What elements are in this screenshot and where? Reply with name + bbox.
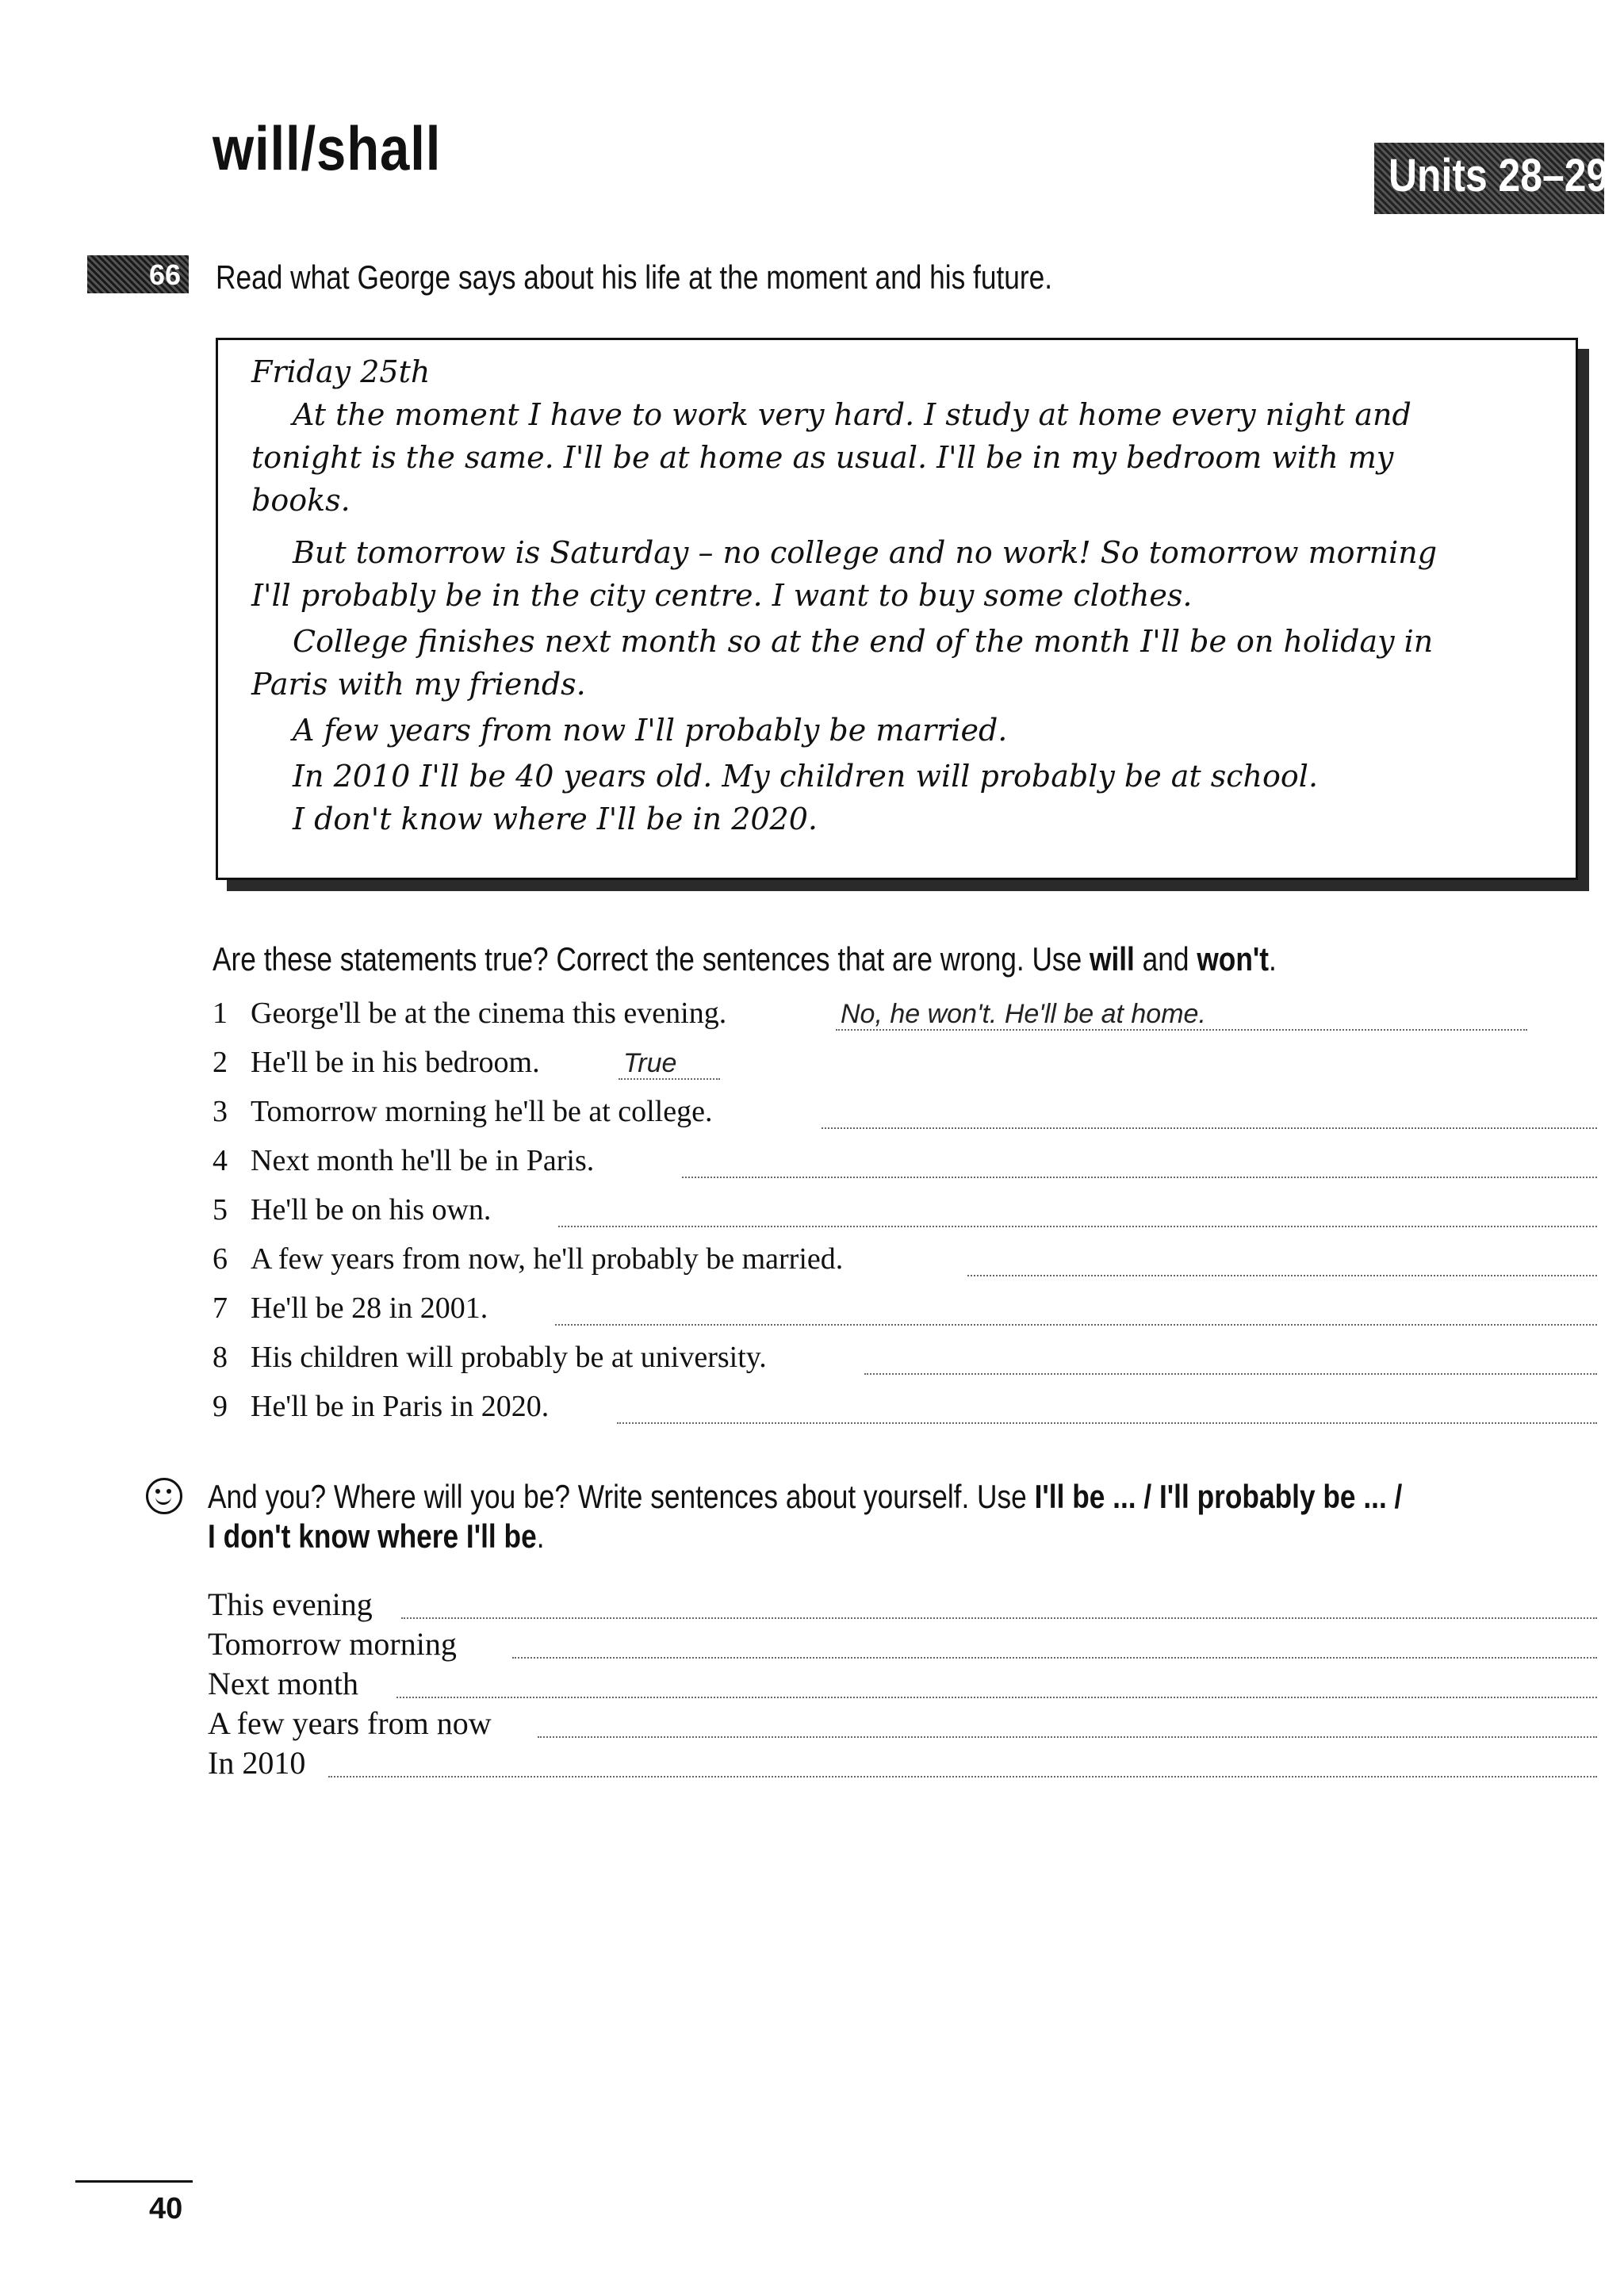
prompt-label: A few years from now: [208, 1705, 492, 1741]
statement-row: [213, 1340, 1597, 1378]
diary-line: A few years from now I'll probably be married.: [293, 713, 1008, 748]
statements-instruction: [213, 940, 1277, 978]
write-line[interactable]: [538, 1736, 1597, 1738]
write-line[interactable]: [401, 1617, 1597, 1619]
page-number: 40: [149, 2192, 183, 2225]
statement-number: 9: [213, 1390, 228, 1423]
statement-text: Tomorrow morning he'll be at college.: [251, 1095, 713, 1128]
statement-number: 1: [213, 997, 228, 1030]
statement-number: 2: [213, 1046, 228, 1079]
write-prompt-row: [208, 1665, 1597, 1705]
diary-line: tonight is the same. I'll be at home as usual. I'll be in my bedroom with my: [251, 440, 1394, 475]
statement-row: [213, 1242, 1597, 1280]
statement-number: 4: [213, 1144, 228, 1177]
answer-line[interactable]: [822, 1127, 1597, 1129]
keyword-wont: won't: [1197, 940, 1270, 978]
prompt-label: Tomorrow morning: [208, 1626, 457, 1662]
prompt-label: Next month: [208, 1666, 358, 1701]
answer-line[interactable]: [555, 1324, 1597, 1326]
keyword-phrase: I don't know where I'll be: [208, 1517, 537, 1555]
and-you-instruction-line1: [208, 1478, 1402, 1516]
answer-line[interactable]: [617, 1422, 1597, 1424]
and-you-instruction-line2: [208, 1517, 545, 1556]
statement-text: George'll be at the cinema this evening.: [251, 997, 727, 1030]
statement-number: 7: [213, 1292, 228, 1325]
units-badge-label: Units 28–29: [1388, 150, 1609, 201]
statement-text: He'll be in his bedroom.: [251, 1046, 540, 1079]
prompt-label: This evening: [208, 1586, 373, 1622]
instruction-text: .: [536, 1517, 545, 1555]
statement-row: [213, 1291, 1597, 1329]
statement-text: He'll be 28 in 2001.: [251, 1292, 488, 1325]
units-badge: [1374, 143, 1609, 214]
diary-box: [216, 338, 1578, 880]
diary-line: books.: [251, 483, 350, 518]
statement-text: His children will probably be at university.: [251, 1341, 767, 1374]
exercise-number: 66: [148, 258, 181, 291]
statement-row: [213, 1045, 1597, 1083]
diary-line: College finishes next month so at the end of the month I'll be on holiday in: [293, 624, 1434, 659]
write-prompt-row: [208, 1586, 1597, 1625]
exercise-number-badge: [87, 255, 189, 293]
instruction-text: And you? Where will you be? Write sentences about yourself. Use: [208, 1478, 1035, 1515]
statement-row: [213, 996, 1597, 1034]
prompt-label: In 2010: [208, 1745, 306, 1781]
exercise-instruction: Read what George says about his life at the moment and his future.: [216, 258, 1053, 296]
footer-rule: [75, 2180, 193, 2183]
answer-line[interactable]: [864, 1373, 1597, 1375]
write-prompt-row: [208, 1744, 1597, 1784]
answer-line[interactable]: [682, 1177, 1597, 1178]
statement-row: [213, 1389, 1597, 1427]
statement-text: Next month he'll be in Paris.: [251, 1144, 595, 1177]
statement-row: [213, 1192, 1597, 1230]
smiley-icon: [146, 1478, 182, 1514]
statement-number: 3: [213, 1095, 228, 1128]
statement-number: 5: [213, 1193, 228, 1226]
instruction-text: .: [1269, 940, 1277, 978]
diary-line: In 2010 I'll be 40 years old. My children will probably be at school.: [293, 759, 1319, 794]
keyword-will: will: [1090, 940, 1135, 978]
instruction-text: Are these statements true? Correct the sentences that are wrong. Use: [213, 940, 1090, 978]
write-line[interactable]: [396, 1697, 1597, 1698]
write-prompt-row: [208, 1625, 1597, 1665]
statement-row: [213, 1143, 1597, 1181]
statement-text: He'll be on his own.: [251, 1193, 492, 1226]
page-title: will/shall: [213, 113, 442, 183]
diary-date: Friday 25th: [251, 354, 431, 389]
statement-number: 6: [213, 1242, 228, 1276]
answer-line[interactable]: [558, 1226, 1597, 1227]
diary-line: I don't know where I'll be in 2020.: [293, 802, 818, 836]
statement-number: 8: [213, 1341, 228, 1374]
answer-line[interactable]: [967, 1275, 1597, 1276]
write-prompt-row: [208, 1705, 1597, 1744]
keyword-phrases: I'll be ... / I'll probably be ... /: [1034, 1478, 1403, 1515]
handwritten-answer: True: [623, 1048, 677, 1078]
statement-text: He'll be in Paris in 2020.: [251, 1390, 550, 1423]
diary-line: I'll probably be in the city centre. I want to buy some clothes.: [251, 578, 1193, 613]
instruction-text: and: [1134, 940, 1197, 978]
diary-line: At the moment I have to work very hard. I study at home every night and: [293, 397, 1411, 432]
handwritten-answer: No, he won't. He'll be at home.: [841, 999, 1206, 1029]
write-line[interactable]: [328, 1776, 1597, 1777]
diary-line: But tomorrow is Saturday – no college and no work! So tomorrow morning: [293, 535, 1438, 570]
diary-line: Paris with my friends.: [251, 667, 586, 702]
write-line[interactable]: [512, 1657, 1597, 1659]
statement-text: A few years from now, he'll probably be married.: [251, 1242, 844, 1276]
statement-row: [213, 1094, 1597, 1132]
